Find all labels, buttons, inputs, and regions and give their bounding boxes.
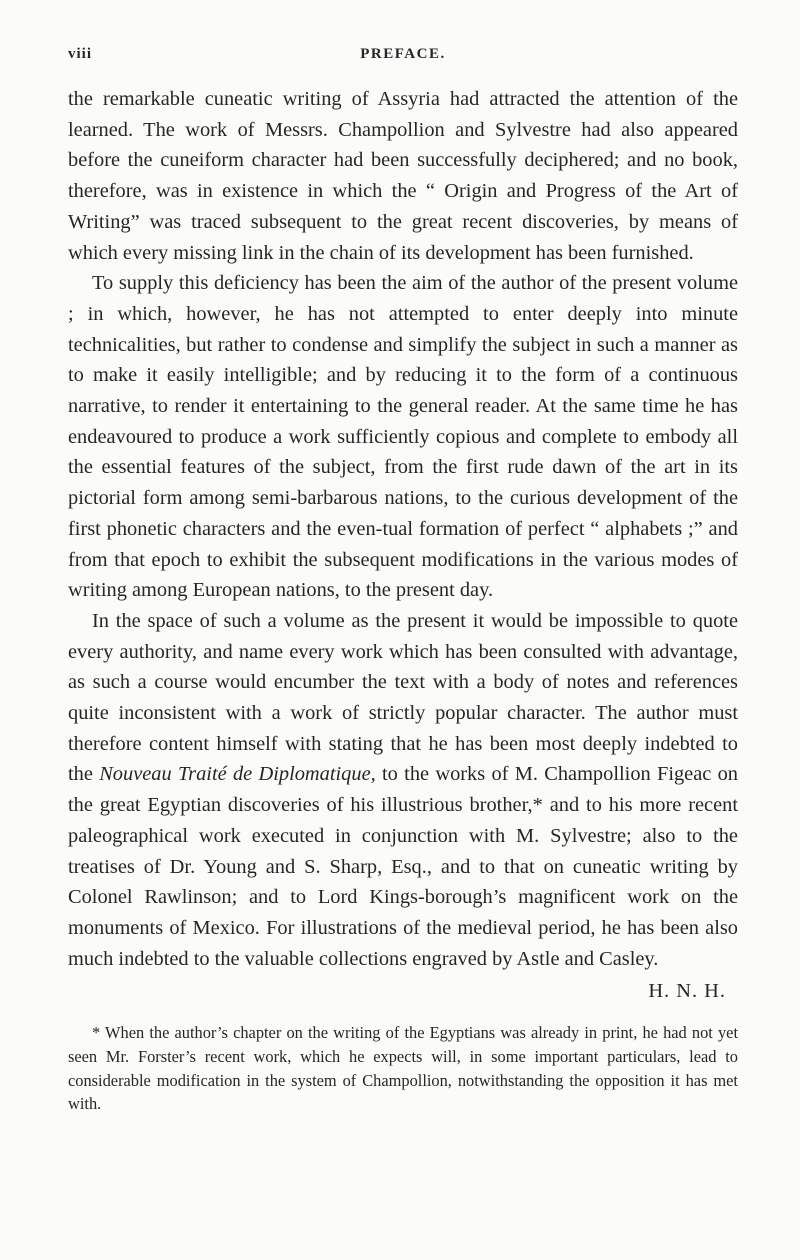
author-signature: H. N. H.	[648, 980, 726, 1003]
running-title: PREFACE.	[360, 46, 446, 62]
acknowledgements-text-end: to the works of M. Champollion Figeac on the great Egyptian discoveries of his illustrious brother,* and to his more recent paleographical work executed in conjunction with M. Sylvestre; also to the treatises of Dr. Young and S. Sharp, Esq., and to that on cuneatic writing by Colonel Rawlinson; and to Lord Kings-borough’s magnificent work on the monuments of Mexico. For illustrations of the medieval period, he has been also much indebted to the valuable collections engraved by Astle and Casley.	[68, 763, 739, 970]
footnote: * When the author’s chapter on the writing of the Egyptians was already in print, he had not yet seen Mr. Forster’s recent work, which he expects will, in some important particulars, lead to considerable modification in the system of Champollion, notwithstanding the opposition it has met with.	[68, 1023, 738, 1114]
book-title-italic: Nouveau Traité de Diplomatique,	[99, 763, 376, 786]
paragraph-purpose: To supply this deficiency has been the aim of the author of the present volume ; in which, however, he has not attempted to enter deeply into minute technicalities, but rather to condense and simplify the subject in such a manner as to make it easily intelligible; and by reducing it to the form of a continuous narrative, to render it entertaining to the general reader. At the same time he has endeavoured to produce a work sufficiently copious and complete to embody all the essential features of the subject, from the first rude dawn of the art in its pictorial form among semi-barbarous nations, to the curious development of the first phonetic characters and the even-tual formation of perfect “ alphabets ;” and from that epoch to exhibit the subsequent modifications in the various modes of writing among European nations, to the present day.	[68, 272, 738, 602]
running-head	[68, 46, 738, 74]
acknowledgements-text-start: In the space of such a volume as the present it would be impossible to quote every authority, and name every work which has been consulted with advantage, as such a course would encumber the text with a body of notes and references quite inconsistent with a work of strictly popular character. The author must therefore content himself with stating that he has been most deeply indebted to the	[68, 609, 738, 786]
page-number: viii	[68, 46, 93, 62]
paragraph-continuation: the remarkable cuneatic writing of Assyria had attracted the attention of the learned. The work of Messrs. Champollion and Sylvestre had also appeared before the cuneiform character had been successfully deciphered; and no book, therefore, was in existence in which the “ Origin and Progress of the Art of Writing” was traced subsequent to the great recent discoveries, by means of which every missing link in the chain of its development has been furnished.	[68, 88, 738, 264]
body-text	[68, 84, 738, 974]
book-page	[68, 46, 738, 1116]
paragraph-acknowledgements	[68, 606, 738, 974]
